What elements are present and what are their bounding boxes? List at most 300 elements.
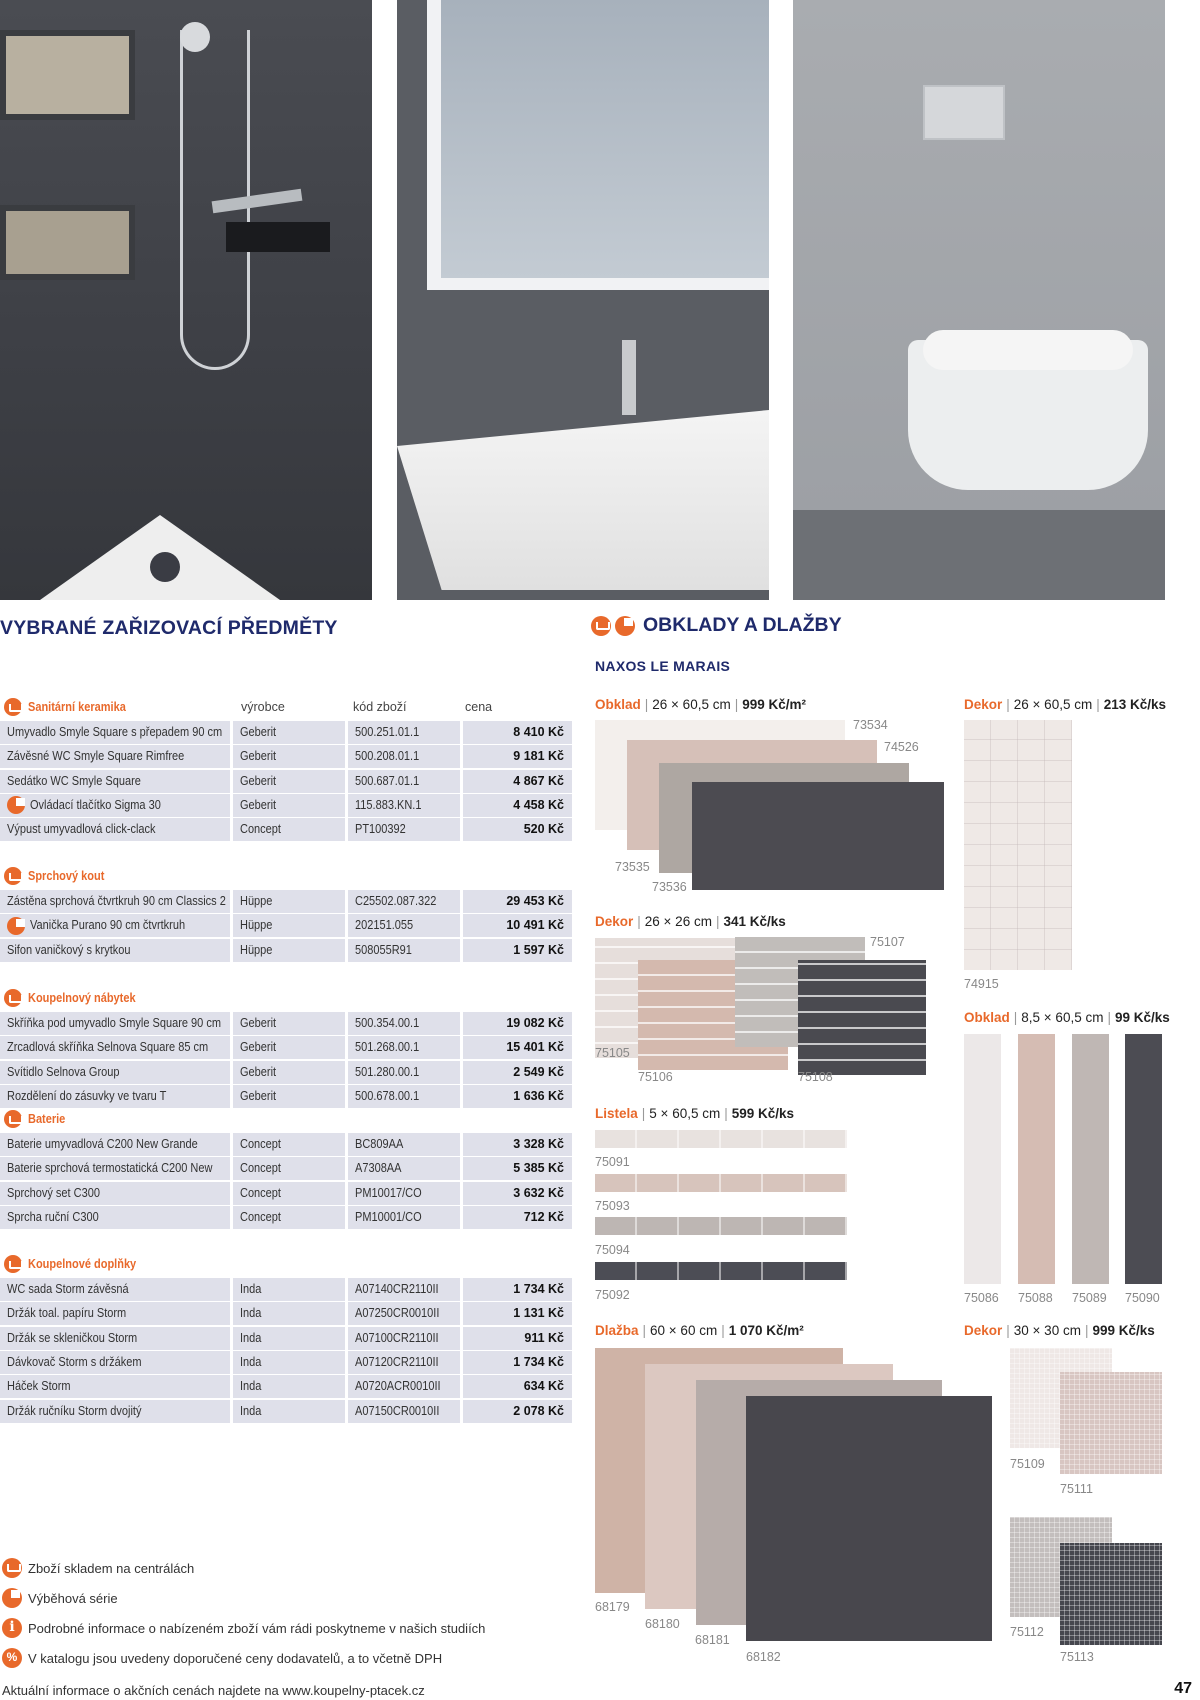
manufacturer: Geberit <box>240 1064 277 1079</box>
tile-group-label <box>595 914 786 929</box>
price-cell: 19 082 Kč <box>463 1012 572 1035</box>
product-code-cell <box>348 1400 460 1423</box>
product-name: Dávkovač Storm s držákem <box>7 1354 142 1369</box>
price-cell: 3 328 Kč <box>463 1133 572 1156</box>
price-cell: 29 453 Kč <box>463 890 572 913</box>
product-code-cell <box>348 1012 460 1035</box>
sink-photo <box>397 0 769 600</box>
product-code: 115.883.KN.1 <box>355 797 422 812</box>
product-code-cell <box>348 1278 460 1301</box>
tile-size: 30 × 30 cm <box>1013 1323 1081 1338</box>
price-cell: 15 401 Kč <box>463 1036 572 1059</box>
tile-size: 26 × 26 cm <box>644 914 712 929</box>
percent-icon <box>2 1648 22 1668</box>
product-name-cell <box>0 770 230 793</box>
product-name: Sifon vaničkový s krytkou <box>7 942 131 957</box>
tile-code: 75090 <box>1125 1291 1160 1305</box>
product-code-cell <box>348 1351 460 1374</box>
tile-code: 75113 <box>1060 1650 1094 1664</box>
tile-swatch[interactable] <box>1018 1034 1055 1284</box>
price-cell: 4 867 Kč <box>463 770 572 793</box>
product-name-cell <box>0 914 230 937</box>
category-heading <box>4 1110 70 1128</box>
product-code-cell <box>348 745 460 768</box>
tile-code: 75112 <box>1010 1625 1044 1639</box>
manufacturer-cell <box>233 1278 345 1301</box>
product-name: Sprcha ruční C300 <box>7 1209 99 1224</box>
separator: | <box>641 1106 646 1121</box>
product-code-cell <box>348 890 460 913</box>
tile-price: 999 Kč/ks <box>1092 1323 1155 1338</box>
tile-swatch[interactable] <box>1060 1543 1162 1645</box>
table-row[interactable] <box>0 1133 572 1156</box>
tile-code: 68181 <box>695 1633 730 1647</box>
table-row[interactable] <box>0 939 572 962</box>
tile-kind: Listela <box>595 1106 638 1121</box>
product-code: 500.251.01.1 <box>355 725 420 739</box>
tile-code: 75107 <box>870 935 905 949</box>
product-name-cell <box>0 794 230 817</box>
manufacturer: Geberit <box>240 725 277 739</box>
separator: | <box>721 1323 725 1338</box>
product-code: A07140CR2110II <box>355 1282 439 1296</box>
cart-icon <box>2 1558 22 1578</box>
tile-swatch[interactable] <box>1125 1034 1162 1284</box>
product-name: Rozdělení do zásuvky ve tvaru T <box>7 1088 167 1103</box>
product-code: 508055R91 <box>355 942 412 957</box>
manufacturer: Inda <box>240 1282 262 1296</box>
category-name: Koupelnové doplňky <box>28 1257 137 1271</box>
manufacturer: Inda <box>240 1306 262 1321</box>
cart-icon <box>4 867 22 885</box>
tile-swatch[interactable] <box>595 1217 847 1235</box>
product-name: Umyvadlo Smyle Square s přepadem 90 cm <box>7 725 223 739</box>
category-heading <box>4 1255 151 1273</box>
tile-swatch[interactable] <box>692 782 944 890</box>
product-name: Sedátko WC Smyle Square <box>7 773 141 788</box>
tile-kind: Dekor <box>964 1323 1003 1338</box>
product-name-cell <box>0 939 230 962</box>
product-code: A0720ACR0010II <box>355 1379 441 1394</box>
wc-photo <box>793 0 1165 600</box>
manufacturer: Geberit <box>240 1016 277 1030</box>
tile-size: 5 × 60,5 cm <box>649 1106 721 1121</box>
price-cell: 1 131 Kč <box>463 1302 572 1325</box>
product-name-cell <box>0 1012 230 1035</box>
section-title-fixtures: VYBRANÉ ZAŘIZOVACÍ PŘEDMĚTY <box>0 617 338 639</box>
legend-text: Zboží skladem na centrálách <box>28 1560 195 1576</box>
product-name-cell <box>0 1278 230 1301</box>
cart-icon <box>4 1110 22 1128</box>
manufacturer-cell <box>233 1375 345 1398</box>
table-row[interactable] <box>0 1085 572 1108</box>
manufacturer: Geberit <box>240 773 277 788</box>
tile-code: 68180 <box>645 1617 680 1631</box>
table-row[interactable] <box>0 818 572 841</box>
category-name: Sprchový kout <box>28 869 105 883</box>
tile-swatch[interactable] <box>1072 1034 1109 1284</box>
tile-code: 75086 <box>964 1291 999 1305</box>
tile-price: 213 Kč/ks <box>1103 697 1167 712</box>
product-code-cell <box>348 1085 460 1108</box>
price-cell: 2 549 Kč <box>463 1061 572 1084</box>
tile-group-label <box>595 697 806 712</box>
table-row[interactable] <box>0 1012 572 1035</box>
product-code: A07250CR0010II <box>355 1306 440 1321</box>
section-title-tiles: OBKLADY A DLAŽBY <box>643 614 842 636</box>
tile-code: 74526 <box>884 740 919 754</box>
legend-item <box>2 1648 442 1668</box>
tile-code: 75092 <box>595 1288 630 1302</box>
tile-swatch[interactable] <box>964 720 1072 970</box>
manufacturer-cell <box>233 1157 345 1180</box>
product-name: Svítidlo Selnova Group <box>7 1064 120 1079</box>
category-heading <box>4 989 150 1007</box>
product-name: Sprchový set C300 <box>7 1185 100 1200</box>
manufacturer-cell <box>233 1351 345 1374</box>
tile-price: 1 070 Kč/m² <box>728 1323 804 1338</box>
product-code: A07100CR2110II <box>355 1330 439 1345</box>
table-row[interactable] <box>0 890 572 913</box>
product-code: PM10017/CO <box>355 1185 422 1200</box>
product-name-cell <box>0 1206 230 1229</box>
legend-item <box>2 1558 194 1578</box>
tile-kind: Dekor <box>964 697 1003 712</box>
manufacturer: Geberit <box>240 1088 277 1103</box>
manufacturer: Hüppe <box>240 894 273 908</box>
product-code: 501.268.00.1 <box>355 1040 420 1055</box>
manufacturer-cell <box>233 890 345 913</box>
product-code-cell <box>348 1375 460 1398</box>
manufacturer: Concept <box>240 822 281 837</box>
product-code-cell <box>348 721 460 744</box>
tile-group-label <box>595 1106 794 1121</box>
tile-code: 75091 <box>595 1155 630 1169</box>
tile-swatch[interactable] <box>595 1262 847 1280</box>
table-row[interactable] <box>0 770 572 793</box>
separator: | <box>715 914 720 929</box>
footer-note: Aktuální informace o akčních cenách najdete na www.koupelny-ptacek.cz <box>2 1683 425 1698</box>
manufacturer: Hüppe <box>240 918 273 933</box>
tile-swatch[interactable] <box>746 1396 992 1641</box>
manufacturer: Concept <box>240 1161 281 1176</box>
column-header-manufacturer: výrobce <box>241 700 285 714</box>
table-row[interactable] <box>0 1327 572 1350</box>
price-cell: 911 Kč <box>463 1327 572 1350</box>
separator: | <box>724 1106 728 1121</box>
tile-size: 8,5 × 60,5 cm <box>1021 1010 1104 1025</box>
product-code: 500.687.01.1 <box>355 773 420 788</box>
product-name: Háček Storm <box>7 1379 71 1394</box>
product-name-cell <box>0 721 230 744</box>
page-number: 47 <box>1174 1680 1192 1697</box>
section-title-tiles-wrap <box>591 614 842 637</box>
product-code-cell <box>348 914 460 937</box>
column-header-price: cena <box>465 700 493 714</box>
price-cell: 712 Kč <box>463 1206 572 1229</box>
manufacturer-cell <box>233 1206 345 1229</box>
separator: | <box>1006 1323 1010 1338</box>
product-code-cell <box>348 770 460 793</box>
tile-code: 75109 <box>1010 1457 1045 1471</box>
pie-icon <box>7 796 25 814</box>
product-name: Skříňka pod umyvadlo Smyle Square 90 cm <box>7 1016 221 1030</box>
manufacturer: Inda <box>240 1354 262 1369</box>
manufacturer-cell <box>233 721 345 744</box>
product-name-cell <box>0 1036 230 1059</box>
product-code: A7308AA <box>355 1161 402 1176</box>
manufacturer: Inda <box>240 1330 262 1345</box>
product-code: A07120CR2110II <box>355 1354 439 1369</box>
manufacturer-cell <box>233 794 345 817</box>
table-row[interactable] <box>0 1036 572 1059</box>
tile-swatch[interactable] <box>1060 1372 1162 1474</box>
manufacturer: Geberit <box>240 1040 277 1055</box>
product-name: Baterie sprchová termostatická C200 New <box>7 1161 213 1176</box>
tile-size: 60 × 60 cm <box>650 1323 718 1338</box>
tile-kind: Obklad <box>964 1010 1010 1025</box>
category-heading <box>4 698 139 716</box>
product-name-cell <box>0 745 230 768</box>
table-row[interactable] <box>0 1302 572 1325</box>
column-header-code: kód zboží <box>353 700 407 714</box>
price-cell: 1 734 Kč <box>463 1278 572 1301</box>
product-code-cell <box>348 1182 460 1205</box>
table-row[interactable] <box>0 1182 572 1205</box>
pie-icon <box>615 616 635 636</box>
table-row[interactable] <box>0 1351 572 1374</box>
product-code-cell <box>348 818 460 841</box>
table-row[interactable] <box>0 1278 572 1301</box>
product-name-cell <box>0 1400 230 1423</box>
tile-code: 73534 <box>853 718 888 732</box>
table-row[interactable] <box>0 1400 572 1423</box>
product-code: BC809AA <box>355 1137 404 1151</box>
separator: | <box>1013 1010 1018 1025</box>
manufacturer-cell <box>233 1133 345 1156</box>
manufacturer-cell <box>233 818 345 841</box>
product-name: Držák toal. papíru Storm <box>7 1306 127 1321</box>
tile-swatch[interactable] <box>798 960 926 1075</box>
manufacturer-cell <box>233 1061 345 1084</box>
product-code: C25502.087.322 <box>355 894 437 908</box>
tile-code: 75108 <box>798 1070 833 1084</box>
separator: | <box>1096 697 1100 712</box>
product-code-cell <box>348 794 460 817</box>
separator: | <box>637 914 641 929</box>
table-row[interactable] <box>0 1061 572 1084</box>
product-code-cell <box>348 1302 460 1325</box>
price-cell: 1 636 Kč <box>463 1085 572 1108</box>
shower-photo <box>0 0 372 600</box>
manufacturer-cell <box>233 1182 345 1205</box>
pie-icon <box>2 1588 22 1608</box>
separator: | <box>1084 1323 1089 1338</box>
price-cell: 2 078 Kč <box>463 1400 572 1423</box>
product-name-cell <box>0 1133 230 1156</box>
tile-group-label <box>964 697 1166 712</box>
table-row[interactable] <box>0 721 572 744</box>
price-cell: 4 458 Kč <box>463 794 572 817</box>
tile-swatch[interactable] <box>595 1130 847 1148</box>
table-row[interactable] <box>0 1375 572 1398</box>
price-cell: 3 632 Kč <box>463 1182 572 1205</box>
tile-swatch[interactable] <box>964 1034 1001 1284</box>
product-code: 500.354.00.1 <box>355 1016 420 1030</box>
table-row[interactable] <box>0 794 572 817</box>
manufacturer-cell <box>233 1085 345 1108</box>
cart-icon <box>4 1255 22 1273</box>
tile-code: 74915 <box>964 977 999 991</box>
tile-code: 75106 <box>638 1070 673 1084</box>
product-name: Držák ručníku Storm dvojitý <box>7 1403 142 1418</box>
tile-code: 75088 <box>1018 1291 1053 1305</box>
manufacturer-cell <box>233 1302 345 1325</box>
manufacturer-cell <box>233 1036 345 1059</box>
product-name: Zástěna sprchová čtvrtkruh 90 cm Classics 2 <box>7 894 226 908</box>
product-code: PM10001/CO <box>355 1209 422 1224</box>
product-name-cell <box>0 1157 230 1180</box>
tile-code: 75094 <box>595 1243 630 1257</box>
tile-price: 999 Kč/m² <box>742 697 807 712</box>
tile-price: 341 Kč/ks <box>723 914 786 929</box>
series-name: NAXOS LE MARAIS <box>595 658 731 674</box>
category-name: Baterie <box>28 1112 66 1126</box>
tile-group-label <box>964 1323 1155 1338</box>
manufacturer: Concept <box>240 1185 281 1200</box>
legend-item <box>2 1588 118 1608</box>
separator: | <box>1006 697 1010 712</box>
separator: | <box>642 1323 647 1338</box>
tile-swatch[interactable] <box>595 1174 847 1192</box>
tile-kind: Dekor <box>595 914 634 929</box>
product-name: Vanička Purano 90 cm čtvrtkruh <box>30 918 186 933</box>
tile-kind: Dlažba <box>595 1323 639 1338</box>
price-cell: 520 Kč <box>463 818 572 841</box>
cart-icon <box>591 616 611 636</box>
manufacturer: Concept <box>240 1137 281 1151</box>
product-code: A07150CR0010II <box>355 1403 440 1418</box>
tile-code: 68182 <box>746 1650 781 1664</box>
tile-code: 75111 <box>1060 1482 1093 1496</box>
product-name-cell <box>0 1182 230 1205</box>
cart-icon <box>4 698 22 716</box>
pie-icon <box>7 917 25 935</box>
product-name: Závěsné WC Smyle Square Rimfree <box>7 749 185 764</box>
product-code: 500.208.01.1 <box>355 749 420 764</box>
table-row[interactable] <box>0 745 572 768</box>
tile-price: 599 Kč/ks <box>731 1106 795 1121</box>
tile-group-label <box>964 1010 1170 1025</box>
manufacturer: Inda <box>240 1403 262 1418</box>
tile-group-label <box>595 1323 804 1338</box>
separator: | <box>1107 1010 1111 1025</box>
product-name: Ovládací tlačítko Sigma 30 <box>30 797 161 812</box>
product-name-cell <box>0 1061 230 1084</box>
category-name: Sanitární keramika <box>28 700 126 714</box>
manufacturer: Geberit <box>240 749 277 764</box>
separator: | <box>644 697 649 712</box>
tile-size: 26 × 60,5 cm <box>652 697 731 712</box>
product-code-cell <box>348 1327 460 1350</box>
price-cell: 10 491 Kč <box>463 914 572 937</box>
product-code: 202151.055 <box>355 918 414 933</box>
tile-code: 75093 <box>595 1199 630 1213</box>
legend-text: Podrobné informace o nabízeném zboží vám rádi poskytneme v našich studiích <box>28 1620 486 1636</box>
tile-size: 26 × 60,5 cm <box>1013 697 1093 712</box>
product-name: Výpust umyvadlová click-clack <box>7 822 156 837</box>
price-cell: 1 734 Kč <box>463 1351 572 1374</box>
product-name-cell <box>0 890 230 913</box>
info-icon <box>2 1618 22 1638</box>
manufacturer: Hüppe <box>240 942 273 957</box>
table-row[interactable] <box>0 1206 572 1229</box>
table-row[interactable] <box>0 1157 572 1180</box>
manufacturer-cell <box>233 939 345 962</box>
product-name-cell <box>0 1327 230 1350</box>
price-cell: 8 410 Kč <box>463 721 572 744</box>
product-name-cell <box>0 1302 230 1325</box>
manufacturer-cell <box>233 1327 345 1350</box>
tile-code: 68179 <box>595 1600 630 1614</box>
cart-icon <box>4 989 22 1007</box>
product-code-cell <box>348 1206 460 1229</box>
category-name: Koupelnový nábytek <box>28 991 136 1005</box>
product-name: Zrcadlová skříňka Selnova Square 85 cm <box>7 1040 209 1055</box>
tile-code: 75089 <box>1072 1291 1107 1305</box>
manufacturer-cell <box>233 1012 345 1035</box>
table-row[interactable] <box>0 914 572 937</box>
tile-price: 99 Kč/ks <box>1114 1010 1170 1025</box>
product-code: 500.678.00.1 <box>355 1088 420 1103</box>
manufacturer: Geberit <box>240 797 277 812</box>
manufacturer-cell <box>233 770 345 793</box>
tile-code: 73536 <box>652 880 687 894</box>
product-code-cell <box>348 1133 460 1156</box>
legend-item <box>2 1618 485 1638</box>
product-name-cell <box>0 1375 230 1398</box>
legend-text: V katalogu jsou uvedeny doporučené ceny dodavatelů, a to včetně DPH <box>28 1650 443 1666</box>
product-code-cell <box>348 939 460 962</box>
tile-kind: Obklad <box>595 697 641 712</box>
product-name: Baterie umyvadlová C200 New Grande <box>7 1137 198 1151</box>
price-cell: 9 181 Kč <box>463 745 572 768</box>
price-cell: 1 597 Kč <box>463 939 572 962</box>
separator: | <box>734 697 739 712</box>
product-name-cell <box>0 818 230 841</box>
legend-text: Výběhová série <box>28 1590 118 1606</box>
manufacturer: Inda <box>240 1379 262 1394</box>
manufacturer-cell <box>233 914 345 937</box>
product-code-cell <box>348 1157 460 1180</box>
product-name-cell <box>0 1351 230 1374</box>
tile-code: 73535 <box>615 860 650 874</box>
manufacturer-cell <box>233 745 345 768</box>
product-name: WC sada Storm závěsná <box>7 1282 129 1296</box>
price-cell: 5 385 Kč <box>463 1157 572 1180</box>
price-cell: 634 Kč <box>463 1375 572 1398</box>
product-code: 501.280.00.1 <box>355 1064 420 1079</box>
product-code-cell <box>348 1061 460 1084</box>
manufacturer: Concept <box>240 1209 281 1224</box>
product-name-cell <box>0 1085 230 1108</box>
product-code-cell <box>348 1036 460 1059</box>
product-code: PT100392 <box>355 822 406 837</box>
category-heading <box>4 867 115 885</box>
manufacturer-cell <box>233 1400 345 1423</box>
product-name: Držák se skleničkou Storm <box>7 1330 138 1345</box>
tile-code: 75105 <box>595 1046 630 1060</box>
